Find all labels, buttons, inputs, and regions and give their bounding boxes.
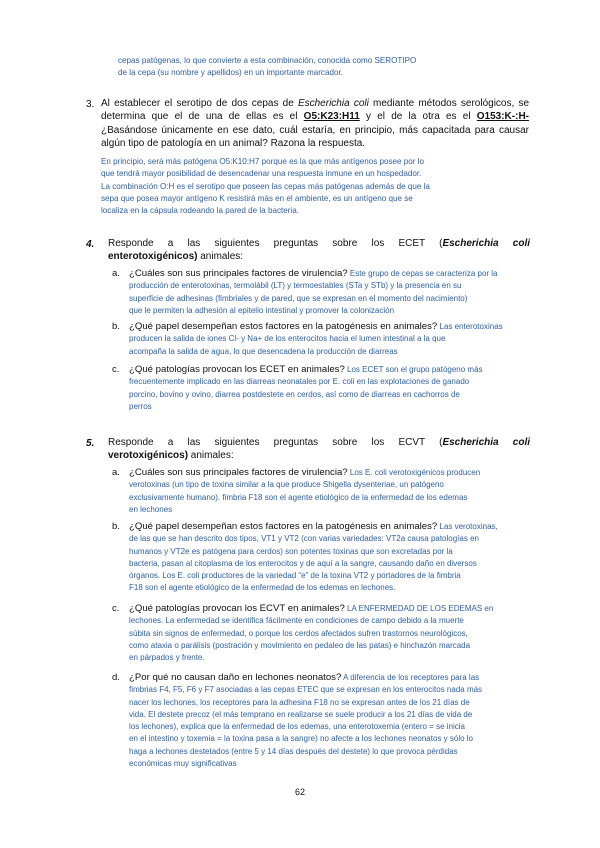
answer-line: sepa que posea mayor antígeno K resistirá más en el ambiente, es un antígeno que se [101, 193, 413, 203]
answer-line: de la cepa (su nombre y apellidos) en un importante marcador. [118, 68, 343, 78]
sub-question-a: a. ¿Cuáles son sus principales factores de virulencia? Los E. coli verotoxigénicos producen verotoxinas (un tipo de toxina similar a la que produce Shigella dysenteriae, un patógeno exclusivamente humano). fimbria F18 son el agente etiológico de la enfermedad de los edemas en lechones [112, 467, 481, 514]
sub-question-c: c. ¿Qué patologías provocan los ECET en animales? Los ECET son el grupo patógeno más frecuentemente implicado en las diarreas neonatales por E. coli en las explotaciones de ganado porcino, bovino y ovino, diarrea postdestete en cerdos, así como de diarreas en cachorros de perros [112, 364, 483, 411]
continued-answer [118, 55, 538, 80]
question-text: Al establecer el serotipo de dos cepas de Escherichia coli mediante métodos serológicos, se determina que el de una de ellas es el O5:K23:H11 y el de la otra es el O153:K-:H- ¿Basándose únicamente en ese dato, cuál estaría, en principio, más capacitada para causar algún tipo de patología en un animal? Razona la respuesta. [101, 98, 530, 149]
sub-question-b: b. ¿Qué papel desempeñan estos factores en la patogénesis en animales? Las enterotoxinas producen la salida de iones Cl- y Na+ de los enterocitos hacia el lumen intestinal a la que acompaña la salida de agua, lo que desencadena la producción de diarreas [112, 321, 503, 356]
question-text: Responde a las siguientes preguntas sobre los ECET (Escherichia coli enterotoxigénicos) animales: [108, 238, 530, 263]
question-text: Responde a las siguientes preguntas sobre los ECVT (Escherichia coli verotoxigénicos) animales: [108, 437, 530, 462]
sub-question-d: d. ¿Por qué no causan daño en lechones neonatos? A diferencia de los receptores para las fimbrias F4, F5, F6 y F7 asociadas a las cepas ETEC que se expresan en los enterocitos nada más nacer los lechones, los receptores para la adhesina F18 no se expresan antes de los 21 días de vida. El destete precoz (el más temprano en realizarse se suele producir a los 21 días de vida de los lechones), explica que la enfermedad de los edemas, una enterotoxemia (entero = se inicia en el intestino y toxemia = la toxina pasa a la sangre) no afecte a los lechones neonatos y sólo lo haga a lechones destetados (entre 5 y 14 días después del destete) lo que provoca pérdidas económicas muy significativas [112, 672, 483, 769]
answer [101, 156, 531, 217]
answer-line: La combinación O:H es el serotipo que poseen las cepas más patógenas además de que la [101, 181, 430, 191]
serotype-1: O5:K23:H11 [303, 111, 360, 123]
sub-question-c: c. ¿Qué patologías provocan los ECVT en animales? LA ENFERMEDAD DE LOS EDEMAS en lechones. La enfermedad se identifica fácilmente en condiciones de campo debido a la muerte súbita sin signos de enfermedad, o porque los cerdos afectados sufren trastornos neurológicos, como ataxia o parálisis (postración y movimiento en pedaleo de las patas) e hinchazón marcada en párpados y frente. [112, 603, 494, 663]
answer-line: que tendrá mayor posibilidad de desencadenar una respuesta inmune en un hospedador. [101, 169, 422, 179]
sub-question-b: b. ¿Qué papel desempeñan estos factores en la patogénesis en animales? Las verotoxinas, de las que se han descrito dos tipos, VT1 y VT2 (con varias variedades: VT2a causa patologías en humanos y VT2e es patógena para cerdos) son potentes toxinas que son excretadas por la bacteria, pasan al citoplasma de los enterocitos y de aquí a la sangre, causando daño en diversos órganos. Los E. coli productores de la variedad “e” de la toxina VT2 y portadores de la fimbria F18 son el agente etiológico de la enfermedad de los edemas en lechones. [112, 521, 498, 593]
question-number: 5. [86, 438, 95, 449]
answer-line: cepas patógenas, lo que convierte a esta combinación, conocida como SEROTIPO [118, 56, 417, 65]
page-number: 62 [294, 787, 305, 797]
question-number: 4. [86, 239, 95, 250]
sub-question-a: a. ¿Cuáles son sus principales factores de virulencia? Este grupo de cepas se caracteriza por la producción de enterotoxinas, termolábil (LT) y termoestables (STa y STb) y la presencia en su superficie de adhesinas (fimbriales y de pared, que se expresan en el momento del nacimiento) que le permiten la adhesión al epitelio intestinal y promover la colonización [112, 268, 498, 315]
serotype-2: O153:K-:H- [476, 111, 529, 123]
answer-line: En principio, será más patógena O5:K10:H7 porque es la que más antígenos posee por lo [101, 157, 425, 166]
answer-line: localiza en la cápsula rodeando la pared de la bacteria. [101, 206, 299, 216]
question-number: 3. [86, 99, 95, 110]
